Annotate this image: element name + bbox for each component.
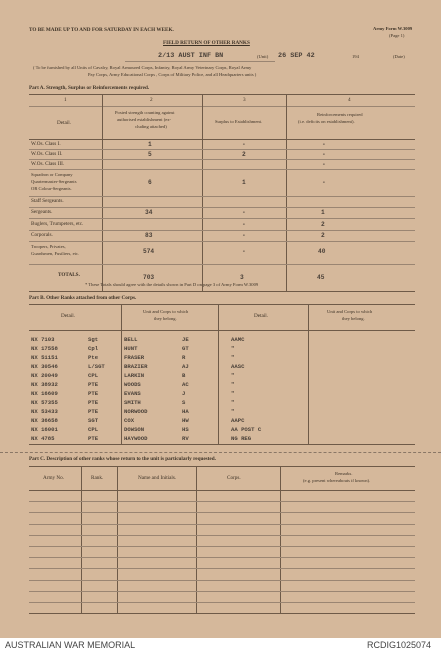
part-c-rank-header: Rank.	[91, 475, 104, 481]
reinf-value: 1	[321, 209, 325, 216]
detail-privates-line-2: Guardsmen, Fusiliers, etc.	[31, 251, 80, 256]
col-number-2: 2	[150, 97, 153, 103]
col3-header: Surplus to Establishment.	[215, 119, 263, 124]
form-title: FIELD RETURN OF OTHER RANKS	[163, 40, 250, 46]
header-instruction: TO BE MADE UP TO AND FOR SATURDAY IN EACH WEEK.	[29, 27, 174, 33]
attached-no: NX 57355	[31, 399, 58, 406]
attached-init: AC	[182, 381, 189, 388]
attached-rank: PTE	[88, 399, 99, 406]
part-c-row-rule	[29, 580, 415, 581]
col-number-1: 1	[64, 97, 67, 103]
detail-wo-class-3: W.Os. Class III.	[31, 161, 65, 167]
attached-unit: AAPC	[231, 417, 245, 424]
surplus-value: -	[242, 221, 246, 228]
year-prefix: 194	[352, 54, 359, 59]
posted-value: 1	[148, 141, 152, 148]
totals-surplus: 3	[240, 274, 244, 281]
attached-name: HAYWOOD	[124, 435, 148, 442]
part-b-detail-header-left: Detail.	[61, 313, 75, 319]
archive-reference: RCDIG1025074	[367, 640, 432, 650]
detail-wo-class-2: W.Os. Class II.	[31, 151, 63, 157]
surplus-value: -	[242, 248, 246, 255]
attached-rank: SGT	[88, 417, 99, 424]
col2-header-line-3: cluding attached)	[135, 124, 167, 129]
col-detail-header: Detail.	[57, 120, 71, 126]
part-b-unit-header-left-1: Unit and Corps to which	[143, 309, 189, 314]
attached-init: RV	[182, 435, 189, 442]
posted-value: 34	[145, 209, 153, 216]
attached-init: HA	[182, 408, 189, 415]
totals-posted: 703	[143, 274, 155, 281]
totals-reinf: 45	[317, 274, 325, 281]
detail-buglers: Buglers, Trumpeters, etc.	[31, 221, 84, 227]
part-b-detail-header-right: Detail.	[254, 313, 268, 319]
col-number-3: 3	[243, 97, 246, 103]
attached-init: B	[182, 372, 186, 379]
part-c-remarks-subheader: (e.g. present whereabouts if known).	[303, 478, 371, 483]
instructions-line-1: ( To be furnished by all Units of Cavalry, Royal Armoured Corps, Infantry, Royal Army Veterinary Corps, Royal Army	[33, 65, 252, 70]
attached-name: DOWSON	[124, 426, 145, 433]
attached-rank: Sgt	[88, 336, 99, 343]
part-c-corps-header: Corps.	[227, 475, 241, 481]
attached-name: HUNT	[124, 345, 138, 352]
part-c-army-no-header: Army No.	[43, 475, 65, 481]
attached-init: JE	[182, 336, 189, 343]
attached-no: NX 30546	[31, 363, 58, 370]
attached-unit: "	[231, 372, 235, 379]
detail-cqms-line-1: Squadron or Company	[31, 172, 73, 177]
part-b-unit-header-left-2: they belong.	[154, 316, 177, 321]
surplus-value: -	[242, 141, 246, 148]
attached-init: AJ	[182, 363, 189, 370]
attached-unit: AA POST C	[231, 426, 262, 433]
detail-cqms-line-2: Quartermaster-Sergeants	[31, 179, 77, 184]
attached-name: COX	[124, 417, 135, 424]
part-b-unit-header-right-1: Unit and Corps to which	[327, 309, 373, 314]
detail-staff-sergeants: Staff Sergeants.	[31, 198, 64, 204]
instructions-line-2: Pay Corps, Army Educational Corps , Corps of Military Police, and all Headquarters units )	[88, 72, 257, 77]
part-b-heading: Part B. Other Ranks attached from other Corps.	[29, 295, 137, 301]
attached-rank: CPL	[88, 426, 99, 433]
archive-footer	[0, 638, 441, 654]
attached-name: SMITH	[124, 399, 141, 406]
part-c-row-rule	[29, 524, 415, 525]
unit-name: 2/13 AUST INF BN	[158, 52, 224, 60]
part-c-name-header: Name and Initials.	[138, 475, 177, 481]
attached-no: NX 36658	[31, 417, 58, 424]
attached-unit: "	[231, 345, 235, 352]
attached-no: NX 53433	[31, 408, 58, 415]
attached-no: NX 16609	[31, 390, 58, 397]
attached-unit: "	[231, 354, 235, 361]
unit-label: (Unit)	[257, 54, 269, 59]
attached-no: NX 20049	[31, 372, 58, 379]
attached-unit: AASC	[231, 363, 245, 370]
totals-footnote: * These Totals should agree with the details shown in Part D on page 3 of Army Form W.3009	[85, 282, 259, 287]
totals-label: TOTALS.	[58, 272, 80, 278]
col-number-4: 4	[348, 97, 351, 103]
posted-value: 6	[148, 179, 152, 186]
reinf-value: -	[322, 161, 326, 168]
detail-cqms-line-3: OR Colour-Sergeants.	[31, 186, 72, 191]
attached-init: J	[182, 390, 186, 397]
part-c-row-rule	[29, 591, 415, 592]
surplus-value: -	[242, 232, 246, 239]
part-c-row-rule	[29, 568, 415, 569]
col2-header-line-1: Posted strength counting against	[115, 110, 175, 115]
form-number: Army Form W.3009	[373, 26, 413, 31]
attached-no: NX 16001	[31, 426, 58, 433]
surplus-value: 2	[242, 151, 246, 158]
attached-rank: Pte	[88, 354, 99, 361]
reinf-value: 40	[318, 248, 326, 255]
detail-corporals: Corporals.	[31, 232, 53, 238]
attached-init: GT	[182, 345, 189, 352]
attached-name: NORWOOD	[124, 408, 148, 415]
attached-rank: L/SGT	[88, 363, 105, 370]
col2-header-line-2: authorised establishment (ex-	[117, 117, 172, 122]
attached-rank: PTE	[88, 381, 99, 388]
attached-unit: "	[231, 399, 235, 406]
attached-no: NX 51151	[31, 354, 58, 361]
part-c-row-rule	[29, 546, 415, 547]
reinf-value: -	[322, 179, 326, 186]
attached-init: HS	[182, 426, 189, 433]
attached-init: HW	[182, 417, 189, 424]
attached-unit: "	[231, 381, 235, 388]
attached-unit: AAMC	[231, 336, 245, 343]
part-c-heading: Part C. Description of other ranks whose return to the unit is particularly requested.	[29, 456, 216, 462]
posted-value: 83	[145, 232, 153, 239]
part-c-row-rule	[29, 512, 415, 513]
attached-rank: PTE	[88, 435, 99, 442]
reinf-value: 2	[321, 232, 325, 239]
part-c-row-rule	[29, 602, 415, 603]
attached-rank: Cpl	[88, 345, 99, 352]
attached-name: BRAZIER	[124, 363, 148, 370]
part-c-remarks-header: Remarks.	[335, 471, 353, 476]
detail-wo-class-1: W.Os. Class I.	[31, 141, 61, 147]
attached-unit: "	[231, 408, 235, 415]
part-c-row-rule	[29, 557, 415, 558]
part-c-row-rule	[29, 501, 415, 502]
attached-name: WOODS	[124, 381, 141, 388]
attached-no: NX 17558	[31, 345, 58, 352]
return-date: 26 SEP 42	[278, 52, 315, 60]
attached-no: NX 4785	[31, 435, 55, 442]
posted-value: 574	[143, 248, 155, 255]
date-label: (Date)	[393, 54, 405, 59]
attached-no: NX 7103	[31, 336, 55, 343]
attached-rank: PTE	[88, 390, 99, 397]
archive-name: AUSTRALIAN WAR MEMORIAL	[5, 640, 136, 650]
attached-init: S	[182, 399, 186, 406]
attached-name: EVANS	[124, 390, 141, 397]
page-label: (Page 1)	[389, 33, 405, 38]
surplus-value: -	[242, 209, 246, 216]
detail-privates-line-1: Troopers, Privates,	[31, 244, 66, 249]
attached-name: FRASER	[124, 354, 145, 361]
part-a-heading: Part A. Strength, Surplus or Reinforcements required.	[29, 85, 150, 91]
attached-rank: PTE	[88, 408, 99, 415]
attached-unit: NG REG	[231, 435, 252, 442]
attached-unit: "	[231, 390, 235, 397]
part-b-unit-header-right-2: they belong.	[342, 316, 365, 321]
attached-no: NX 38932	[31, 381, 58, 388]
col4-header-line-2: (i.e. deficits on establishment).	[298, 119, 355, 124]
attached-init: R	[182, 354, 186, 361]
attached-name: LARKIN	[124, 372, 145, 379]
reinf-value: 2	[321, 221, 325, 228]
reinf-value: -	[322, 151, 326, 158]
reinf-value: -	[322, 141, 326, 148]
detail-sergeants: Sergeants.	[31, 209, 53, 215]
posted-value: 5	[148, 151, 152, 158]
surplus-value: 1	[242, 179, 246, 186]
part-c-row-rule	[29, 535, 415, 536]
attached-name: BELL	[124, 336, 138, 343]
attached-rank: CPL	[88, 372, 99, 379]
col4-header-line-1: Reinforcements required	[317, 112, 363, 117]
